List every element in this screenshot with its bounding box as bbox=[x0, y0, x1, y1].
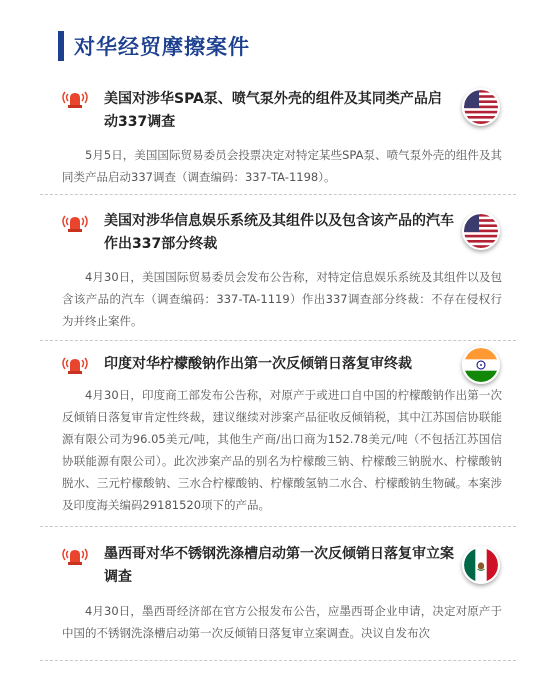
alarm-icon bbox=[62, 354, 88, 374]
alarm-icon bbox=[62, 545, 88, 565]
case-title: 美国对涉华SPA泵、喷气泵外壳的组件及其同类产品启动337调查 bbox=[104, 91, 442, 130]
divider bbox=[40, 194, 516, 195]
divider bbox=[40, 526, 516, 527]
header-accent-bar bbox=[58, 31, 64, 61]
section-header bbox=[58, 28, 250, 64]
usa-flag-icon bbox=[462, 212, 500, 250]
case-body: 5月5日，美国国际贸易委员会投票决定对特定某些SPA泵、喷气泵外壳的组件及其同类产品启动337调查（调查编码：337-TA-1198）。 bbox=[62, 148, 502, 184]
divider bbox=[40, 340, 516, 341]
case-title: 印度对华柠檬酸钠作出第一次反倾销日落复审终裁 bbox=[104, 356, 412, 372]
page-title: 对华经贸摩擦案件 bbox=[74, 35, 250, 59]
divider bbox=[40, 660, 516, 661]
case-body: 4月30日，印度商工部发布公告称，对原产于或进口自中国的柠檬酸钠作出第一次反倾销日落复审肯定性终裁，建议继续对涉案产品征收反倾销税，其中江苏国信协联能源有限公司为96.05美元/吨，其他生产商/出口商为152.78美元/吨（不包括江苏国信协联能源有限公司）。此次涉案产品的别名为柠檬酸三钠、柠檬酸三钠脱水、柠檬酸钠脱水、三元柠檬酸钠、三水合柠檬酸钠、柠檬酸氢钠二水合、柠檬酸钠生物碱。本案涉及印度海关编码29181520项下的产品。 bbox=[62, 388, 502, 512]
case-title: 美国对涉华信息娱乐系统及其组件以及包含该产品的汽车作出337部分终裁 bbox=[104, 213, 454, 252]
alarm-icon bbox=[62, 88, 88, 108]
case-title: 墨西哥对华不锈钢洗涤槽启动第一次反倾销日落复审立案调查 bbox=[104, 546, 454, 585]
case-body: 4月30日，美国国际贸易委员会发布公告称，对特定信息娱乐系统及其组件以及包含该产品的汽车（调查编码：337-TA-1119）作出337调查部分终裁：不存在侵权行为并终止案件。 bbox=[62, 270, 502, 328]
india-flag-icon bbox=[462, 346, 500, 384]
alarm-icon bbox=[62, 212, 88, 232]
mexico-flag-icon bbox=[462, 546, 500, 584]
usa-flag-icon bbox=[462, 88, 500, 126]
case-body: 4月30日，墨西哥经济部在官方公报发布公告，应墨西哥企业申请，决定对原产于中国的不锈钢洗涤槽启动第一次反倾销日落复审立案调查。决议自发布次 bbox=[62, 604, 502, 640]
